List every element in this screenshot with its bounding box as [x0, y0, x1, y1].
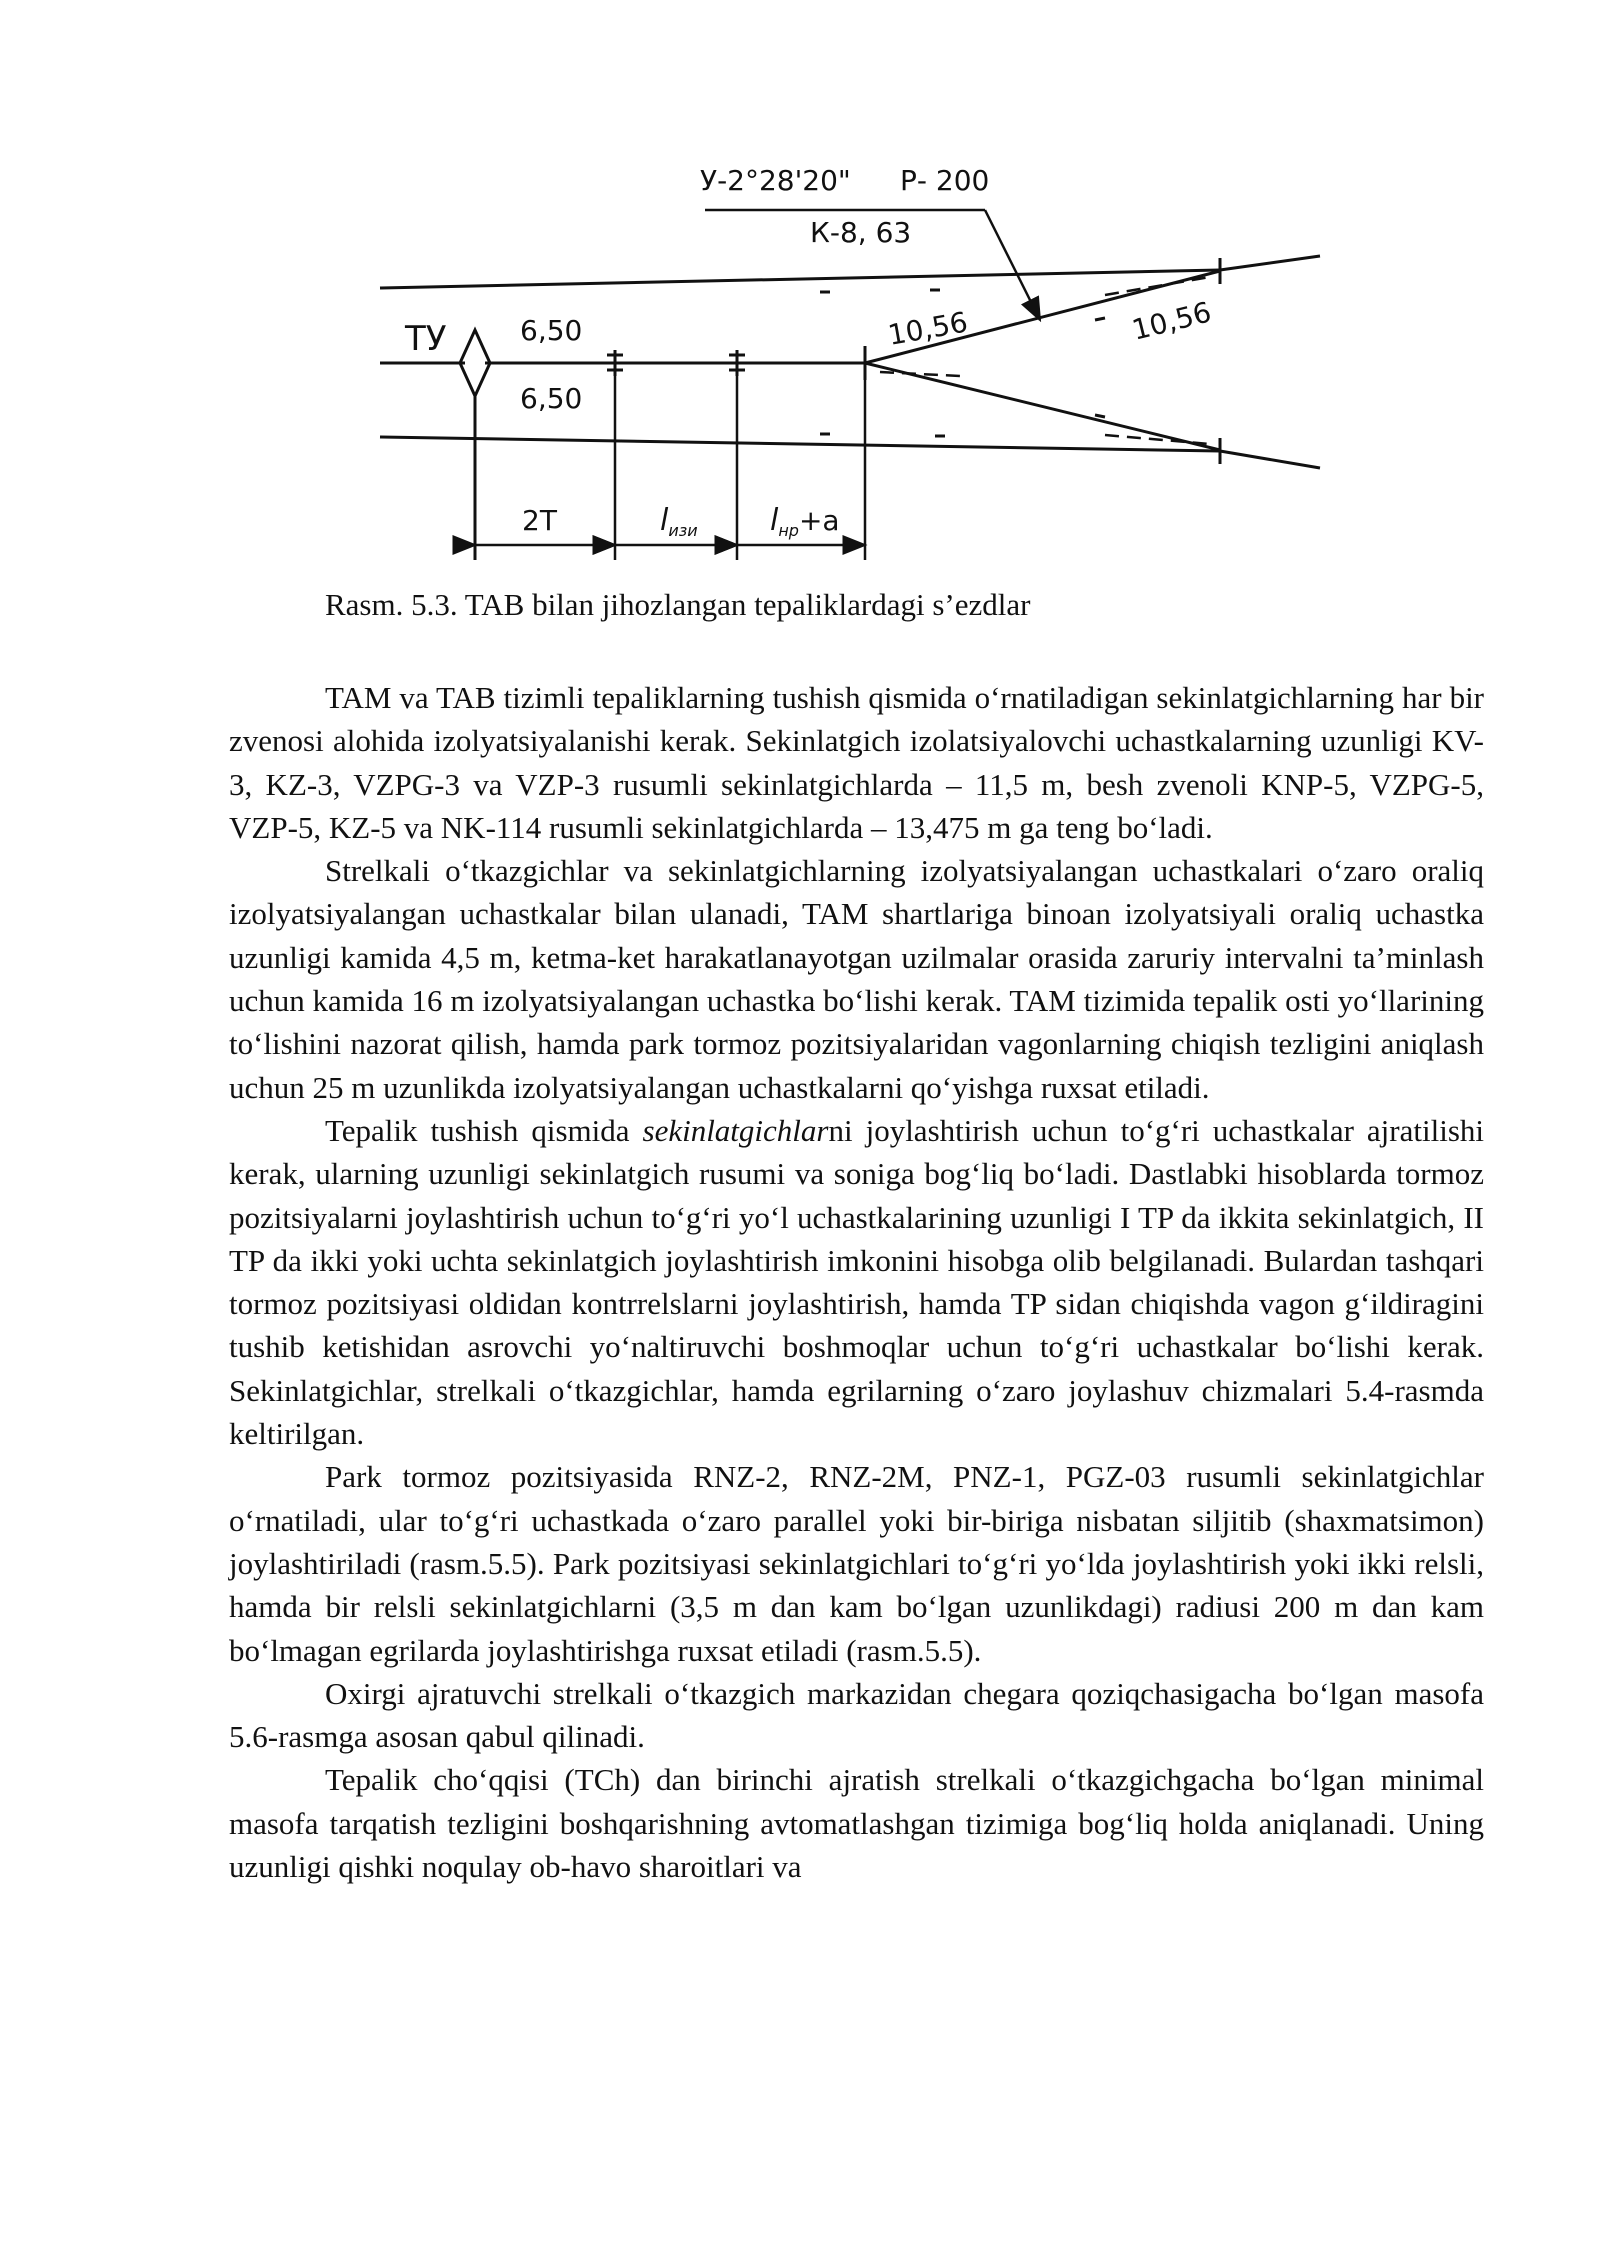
dim-l-izu-label: $l_{изи}$ [660, 503, 698, 540]
paragraph-italic: sekinlatgichlar [642, 1112, 829, 1148]
segment-left-label: 10,56 [885, 305, 971, 352]
figure-caption: Rasm. 5.3. TAB bilan jihozlangan tepaliklardagi s’ezdlar [325, 587, 1031, 622]
gap-upper-label: 6,50 [520, 314, 583, 347]
paragraph: Strelkali o‘tkazgichlar va sekinlatgichlarning izolyatsiyalangan uchastkalari o‘zaro oraliq izolyatsiyalangan uchastkalar bilan ulanadi, TAM shartlariga binoan izolyatsiyali oraliq uchastka uzunligi kamida 4,5 m, ketma-ket harakatlanayotgan uzilmalar orasida zaruriy intervalni ta’minlash uchun kamida 16 m izolyatsiyalangan uchastka bo‘lishi kerak. TAM tizimida tepalik osti yo‘llarining to‘lishini nazorat qilish, hamda park tormoz pozitsiyalaridan vagonlarning chiqish tezligini aniqlash uchun 25 m uzunlikda izolyatsiyalangan uchastkalarni qo‘yishga ruxsat etiladi. [229, 853, 1484, 1105]
paragraph [229, 1109, 1484, 1455]
track-diagram [360, 150, 1340, 570]
paragraph: Oxirgi ajratuvchi strelkali o‘tkazgich markazidan chegara qoziqchasigacha bo‘lgan masofa 5.6-rasmga asosan qabul qilinadi. [229, 1675, 1484, 1755]
upper-track [380, 270, 1220, 288]
upper-track-end [1220, 256, 1320, 270]
lower-track [380, 437, 1220, 451]
paragraph: Tepalik cho‘qqisi (TCh) dan birinchi ajratish strelkali o‘tkazgichgacha bo‘lgan minimal masofa tarqatish tezligini boshqarishning avtomatlashgan tizimiga bog‘liq holda aniqlanadi. Uning uzunligi qishki noqulay ob-havo sharoitlari va [229, 1762, 1484, 1885]
dim-l-np-label: $l_{нр}+a$ [770, 503, 840, 540]
paragraph-text: ni joylashtirish uchun to‘g‘ri uchastkalar ajratilishi kerak, ularning uzunligi sekinlatgich rusumi va soniga bog‘liq bo‘ladi. Dastlabki hisoblarda tormoz pozitsiyalarni joylashtirish uchun to‘g‘ri yo‘l uchastkalarining uzunligi I TP da ikkita sekinlatgich, II TP da ikki yoki uchta sekinlatgich joylashtirish imkonini hisobga olib belgilanadi. Bulardan tashqari tormoz pozitsiyasi oldidan kontrrelslarni joylashtirish, hamda TP sidan chiqishda vagon g‘ildiragini tushib ketishidan asrovchi yo‘naltiruvchi boshmoqlar uchun to‘g‘ri uchastkalar bo‘lishi kerak. Sekinlatgichlar, strelkali o‘tkazgichlar, hamda egrilarning o‘zaro joylashuv chizmalari 5.4-rasmda keltirilgan. [229, 1112, 1484, 1452]
track-diagram-svg [360, 150, 1340, 570]
k-label: К-8, 63 [810, 216, 912, 249]
tu-label: ТУ [405, 319, 447, 359]
angle-label: У-2°28'20" [700, 164, 851, 197]
gap-lower-label: 6,50 [520, 382, 583, 415]
paragraph: TAM va TAB tizimli tepaliklarning tushish qismida o‘rnatiladigan sekinlatgichlarning har bir zvenosi alohida izolyatsiyalanishi kerak. Sekinlatgich izolatsiyalovchi uchastkalarning uzunligi KV-3, KZ-3, VZPG-3 va VZP-3 rusumli sekinlatgichlarda – 11,5 m, besh zvenoli KNP-5, VZPG-5, VZP-5, KZ-5 va NK-114 rusumli sekinlatgichlarda – 13,475 m ga teng bo‘ladi. [229, 680, 1484, 845]
body-text [229, 676, 1484, 1888]
segment-right-label: 10,56 [1128, 295, 1215, 347]
branch-down [865, 363, 1220, 450]
paragraph-text: Tepalik tushish qismida [325, 1112, 643, 1148]
radius-label: Р- 200 [900, 164, 990, 197]
dim-2t-label: 2Т [522, 504, 557, 537]
paragraph: Park tormoz pozitsiyasida RNZ-2, RNZ-2M, PNZ-1, PGZ-03 rusumli sekinlatgichlar o‘rnatiladi, ular to‘g‘ri uchastkada o‘zaro parallel yoki bir-biriga nisbatan siljitib (shaxmatsimon) joylashtiriladi (rasm.5.5). Park pozitsiyasi sekinlatgichlari to‘g‘ri yo‘lda joylashtirish yoki ikki relsli, hamda bir relsli sekinlatgichlarni (3,5 m dan kam bo‘lgan uzunlikdagi) radiusi 200 m dan kam bo‘lmagan egrilarda joylashtirishga ruxsat etiladi (rasm.5.5). [229, 1459, 1484, 1668]
